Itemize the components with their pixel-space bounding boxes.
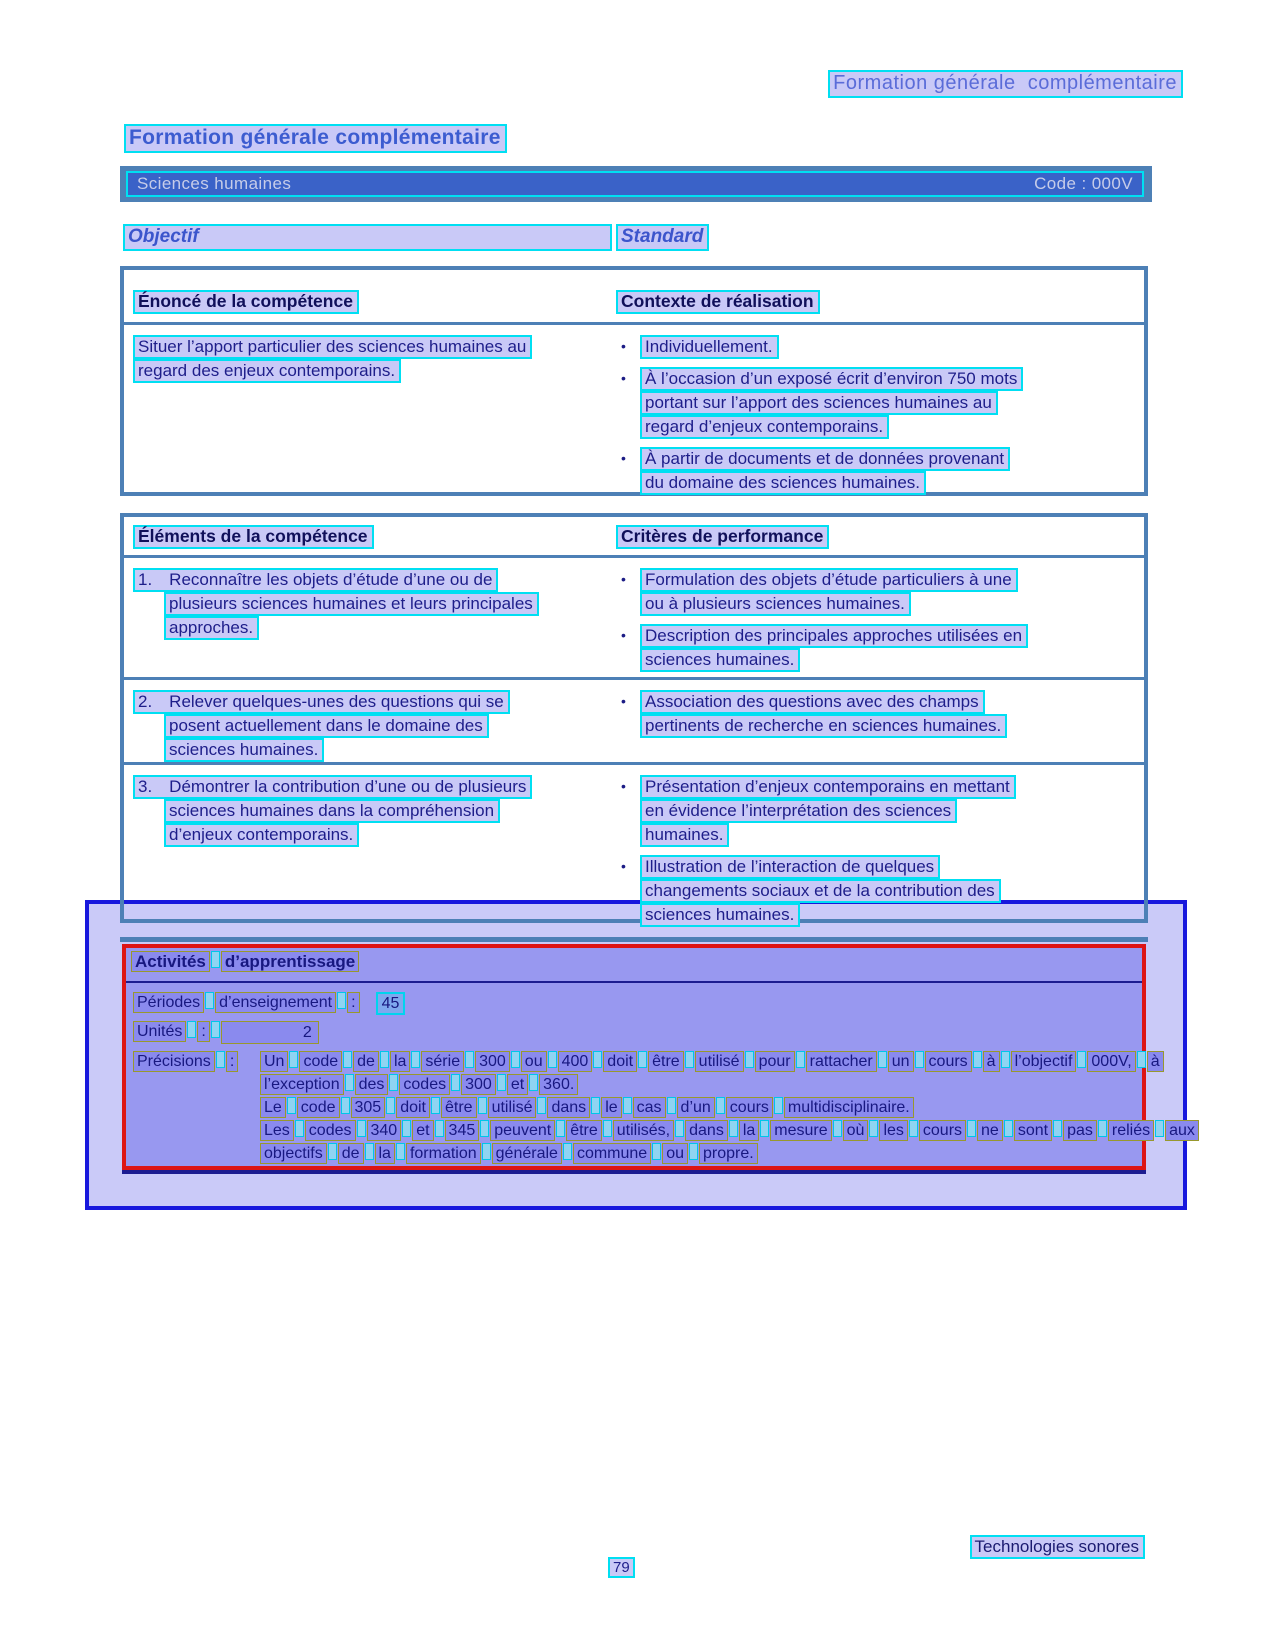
word-box: pour [755, 1051, 795, 1072]
bullet-item [614, 775, 1144, 847]
word-space [796, 1051, 805, 1068]
word-box: à [983, 1051, 1000, 1072]
bullet-dot: • [621, 858, 626, 874]
word-space [716, 1097, 725, 1114]
text-line: Illustration de l’interaction de quelques [640, 855, 940, 879]
word-box: objectifs [260, 1143, 327, 1164]
element-2-cell [124, 690, 614, 762]
word-box: les [879, 1120, 907, 1141]
word-box: cours [925, 1051, 972, 1072]
word-space [328, 1143, 337, 1160]
bullet-item [614, 690, 1144, 738]
contexte-cell [614, 335, 1144, 495]
word-space [774, 1097, 783, 1114]
text-line: portant sur l’apport des sciences humaines au [640, 391, 998, 415]
unites-row [133, 1021, 1137, 1045]
element-3-cell [124, 775, 614, 927]
word-box: rattacher [806, 1051, 877, 1072]
objectif-heading: Objectif [123, 224, 612, 251]
bullet-item [614, 367, 1144, 439]
word-box: Les [260, 1120, 294, 1141]
text-line: 1. Reconnaître les objets d’étude d’une ou de [133, 568, 498, 592]
activites-title [131, 951, 1137, 974]
bullet-item [614, 568, 1144, 616]
word-space [289, 1051, 298, 1068]
word-space [451, 1074, 460, 1091]
word-space [909, 1120, 918, 1137]
word-space [386, 1097, 395, 1114]
bullet-dot: • [621, 338, 626, 354]
bullet-item [614, 624, 1144, 672]
competence-table [120, 266, 1148, 496]
word-space [402, 1120, 411, 1137]
word-space [603, 1120, 612, 1137]
activites-box [122, 944, 1195, 1170]
word-box: 400 [558, 1051, 593, 1072]
word-box: Un [260, 1051, 288, 1072]
word-space [563, 1143, 572, 1160]
word-space [1004, 1120, 1013, 1137]
text-line: d’enjeux contemporains. [164, 823, 359, 847]
word-space [357, 1120, 366, 1137]
page-title-text: Formation générale complémentaire [124, 124, 507, 153]
word-box: cours [919, 1120, 966, 1141]
bullet-dot: • [621, 450, 626, 466]
word-space [211, 1021, 220, 1038]
bullet-item [614, 335, 1144, 359]
word-space [345, 1074, 354, 1091]
periodes-label [133, 994, 360, 1016]
precision-line [260, 1097, 1199, 1120]
word-space [529, 1074, 538, 1091]
subject-label: Sciences humaines [137, 174, 292, 193]
text-line: 3. Démontrer la contribution d’une ou de plusieurs [133, 775, 532, 799]
criteria-2-cell [614, 690, 1144, 762]
word-box: Le [260, 1097, 286, 1118]
text-line: plusieurs sciences humaines et leurs principales [164, 592, 539, 616]
text-line: Présentation d’enjeux contemporains en mettant [640, 775, 1016, 799]
word-box: être [566, 1120, 602, 1141]
word-space [591, 1097, 600, 1114]
precisions-row [133, 1051, 1195, 1166]
text-line: regard d’enjeux contemporains. [640, 415, 889, 439]
text-line: approches. [164, 616, 259, 640]
word-box: et [412, 1120, 433, 1141]
running-header [828, 70, 1183, 98]
word-space [396, 1143, 405, 1160]
text-line: humaines. [640, 823, 729, 847]
word-space [689, 1143, 698, 1160]
word-space [638, 1051, 647, 1068]
bullet-dot: • [621, 627, 626, 643]
header-contexte: Contexte de réalisation [616, 290, 820, 314]
word-box: utilisé [488, 1097, 537, 1118]
word-space [1137, 1051, 1146, 1068]
word-box: doit [603, 1051, 637, 1072]
precisions-label [133, 1051, 260, 1074]
word-box: à [1147, 1051, 1164, 1072]
word-box: pas [1063, 1120, 1097, 1141]
word-box: aux [1165, 1120, 1199, 1141]
word-space [187, 1021, 196, 1038]
periodes-value: 45 [376, 992, 406, 1015]
word-space [833, 1120, 842, 1137]
word-box: dans [547, 1097, 590, 1118]
unites-label [133, 1023, 210, 1045]
word-box: doit [396, 1097, 430, 1118]
element-row-1 [124, 558, 1144, 677]
word-space [915, 1051, 924, 1068]
word-box: commune [573, 1143, 651, 1164]
word-box: Précisions [133, 1051, 215, 1072]
word-space [537, 1097, 546, 1114]
word-box: l’objectif [1011, 1051, 1077, 1072]
text-line: À l’occasion d’un exposé écrit d’environ 750 mots [640, 367, 1023, 391]
word-space [365, 1143, 374, 1160]
word-space [652, 1143, 661, 1160]
word-box: utilisés, [613, 1120, 674, 1141]
word-space [1001, 1051, 1010, 1068]
precision-line [260, 1074, 1199, 1097]
word-box: sont [1014, 1120, 1052, 1141]
word-box: 305 [351, 1097, 386, 1118]
bullet-dot: • [621, 370, 626, 386]
text-line: sciences humaines. [164, 738, 324, 762]
word-box: 345 [445, 1120, 480, 1141]
word-space [967, 1120, 976, 1137]
text-line: Association des questions avec des champs [640, 690, 985, 714]
word-box: ou [662, 1143, 688, 1164]
page-title [124, 124, 507, 153]
word-space [675, 1120, 684, 1137]
footer-program-text: Technologies sonores [970, 1535, 1145, 1559]
word-space [411, 1051, 420, 1068]
word-box: : [197, 1021, 209, 1042]
word-space [343, 1051, 352, 1068]
element-row-2 [124, 677, 1144, 762]
word-box: Activités [131, 951, 210, 972]
word-space [482, 1143, 491, 1160]
word-space [465, 1051, 474, 1068]
element-1-cell [124, 568, 614, 677]
word-space [593, 1051, 602, 1068]
word-space [295, 1120, 304, 1137]
text-line: regard des enjeux contemporains. [133, 359, 401, 383]
word-box: codes [399, 1074, 450, 1095]
bullet-dot: • [621, 778, 626, 794]
word-box: Unités [133, 1021, 186, 1042]
text-line: sciences humaines. [640, 648, 800, 672]
word-box: 300 [461, 1074, 496, 1095]
text-line: Situer l’apport particulier des sciences humaines au [133, 335, 532, 359]
text-line: Formulation des objets d’étude particuliers à une [640, 568, 1018, 592]
word-box: un [888, 1051, 914, 1072]
elements-table [120, 513, 1148, 923]
precision-line [260, 1120, 1199, 1143]
word-box: d’un [677, 1097, 715, 1118]
word-box: : [226, 1051, 238, 1072]
word-space [685, 1051, 694, 1068]
text-line: du domaine des sciences humaines. [640, 471, 926, 495]
activites-table-top-border [120, 937, 1148, 942]
text-line: ou à plusieurs sciences humaines. [640, 592, 911, 616]
word-box: d’apprentissage [221, 951, 359, 972]
word-box: multidisciplinaire. [784, 1097, 914, 1118]
page-number-text: 79 [608, 1557, 635, 1578]
text-line: À partir de documents et de données provenant [640, 447, 1010, 471]
text-line: changements sociaux et de la contribution des [640, 879, 1001, 903]
elements-table-header [124, 517, 1144, 558]
column-headings [123, 224, 709, 251]
word-space [287, 1097, 296, 1114]
word-space [205, 992, 214, 1009]
word-space [623, 1097, 632, 1114]
word-space [435, 1120, 444, 1137]
subject-banner [120, 166, 1152, 202]
word-box: où [843, 1120, 869, 1141]
word-box: dans [685, 1120, 728, 1141]
element-row-3 [124, 762, 1144, 927]
word-space [1077, 1051, 1086, 1068]
word-space [548, 1051, 557, 1068]
word-box: : [347, 992, 359, 1013]
bullet-dot: • [621, 693, 626, 709]
word-box: être [441, 1097, 477, 1118]
word-box: ne [977, 1120, 1003, 1141]
word-box: 340 [367, 1120, 402, 1141]
activites-table-bottom-border [122, 1170, 1146, 1174]
word-space [497, 1074, 506, 1091]
word-box: et [507, 1074, 528, 1095]
text-line: sciences humaines dans la compréhension [164, 799, 500, 823]
unites-value: 2 [221, 1021, 319, 1044]
word-space [729, 1120, 738, 1137]
text-line: sciences humaines. [640, 903, 800, 927]
criteria-3-cell [614, 775, 1144, 927]
precision-line [260, 1143, 1199, 1166]
word-box: la [390, 1051, 410, 1072]
word-space [1053, 1120, 1062, 1137]
word-space [431, 1097, 440, 1114]
word-box: reliés [1108, 1120, 1154, 1141]
word-box: 000V, [1087, 1051, 1135, 1072]
word-box: cours [726, 1097, 773, 1118]
word-box: Périodes [133, 992, 204, 1013]
word-box: ou [521, 1051, 547, 1072]
word-box: utilisé [695, 1051, 744, 1072]
word-box: la [375, 1143, 395, 1164]
word-box: cas [633, 1097, 666, 1118]
periodes-row [133, 992, 1137, 1016]
bullet-item [614, 447, 1144, 495]
word-space [878, 1051, 887, 1068]
word-box: des [355, 1074, 389, 1095]
word-box: la [739, 1120, 759, 1141]
header-enonce: Énoncé de la compétence [133, 290, 359, 314]
precision-line [260, 1051, 1199, 1074]
word-space [211, 951, 220, 968]
word-space [973, 1051, 982, 1068]
word-space [216, 1051, 225, 1068]
word-space [511, 1051, 520, 1068]
text-line: Individuellement. [640, 335, 779, 359]
word-box: de [338, 1143, 364, 1164]
footer-program [970, 1535, 1145, 1559]
word-space [341, 1097, 350, 1114]
word-space [760, 1120, 769, 1137]
competence-table-header [124, 270, 1144, 325]
enonce-cell [124, 335, 614, 495]
word-space [1098, 1120, 1107, 1137]
word-space [556, 1120, 565, 1137]
word-box: générale [492, 1143, 562, 1164]
bullet-item [614, 855, 1144, 927]
word-box: être [648, 1051, 684, 1072]
running-header-text: Formation générale complémentaire [828, 70, 1183, 98]
word-box: codes [305, 1120, 356, 1141]
word-box: 300 [475, 1051, 510, 1072]
text-line: en évidence l’interprétation des sciences [640, 799, 957, 823]
word-space [869, 1120, 878, 1137]
word-box: peuvent [490, 1120, 555, 1141]
word-box: code [299, 1051, 342, 1072]
word-space [337, 992, 346, 1009]
word-box: propre. [699, 1143, 758, 1164]
word-space [667, 1097, 676, 1114]
word-box: série [421, 1051, 464, 1072]
word-space [478, 1097, 487, 1114]
code-label: Code : 000V [1034, 174, 1133, 193]
word-space [389, 1074, 398, 1091]
page-number [608, 1557, 635, 1578]
word-box: d’enseignement [215, 992, 336, 1013]
word-box: le [601, 1097, 621, 1118]
precisions-text [260, 1051, 1199, 1166]
header-elements: Éléments de la compétence [133, 525, 374, 549]
word-box: mesure [770, 1120, 831, 1141]
subject-banner-strip [126, 171, 1144, 197]
word-space [1155, 1120, 1164, 1137]
word-box: 360. [539, 1074, 578, 1095]
word-box: code [297, 1097, 340, 1118]
word-space [380, 1051, 389, 1068]
text-line: 2. Relever quelques-unes des questions qui se [133, 690, 510, 714]
competence-table-body [124, 325, 1144, 495]
text-line: Description des principales approches utilisées en [640, 624, 1028, 648]
word-box: formation [406, 1143, 481, 1164]
word-space [480, 1120, 489, 1137]
activites-separator [126, 981, 1142, 983]
word-space [745, 1051, 754, 1068]
word-box: l’exception [260, 1074, 344, 1095]
text-line: pertinents de recherche en sciences humaines. [640, 714, 1007, 738]
word-box: de [353, 1051, 379, 1072]
bullet-dot: • [621, 571, 626, 587]
header-criteres: Critères de performance [616, 525, 829, 549]
text-line: posent actuellement dans le domaine des [164, 714, 489, 738]
standard-heading: Standard [616, 224, 709, 251]
criteria-1-cell [614, 568, 1144, 677]
